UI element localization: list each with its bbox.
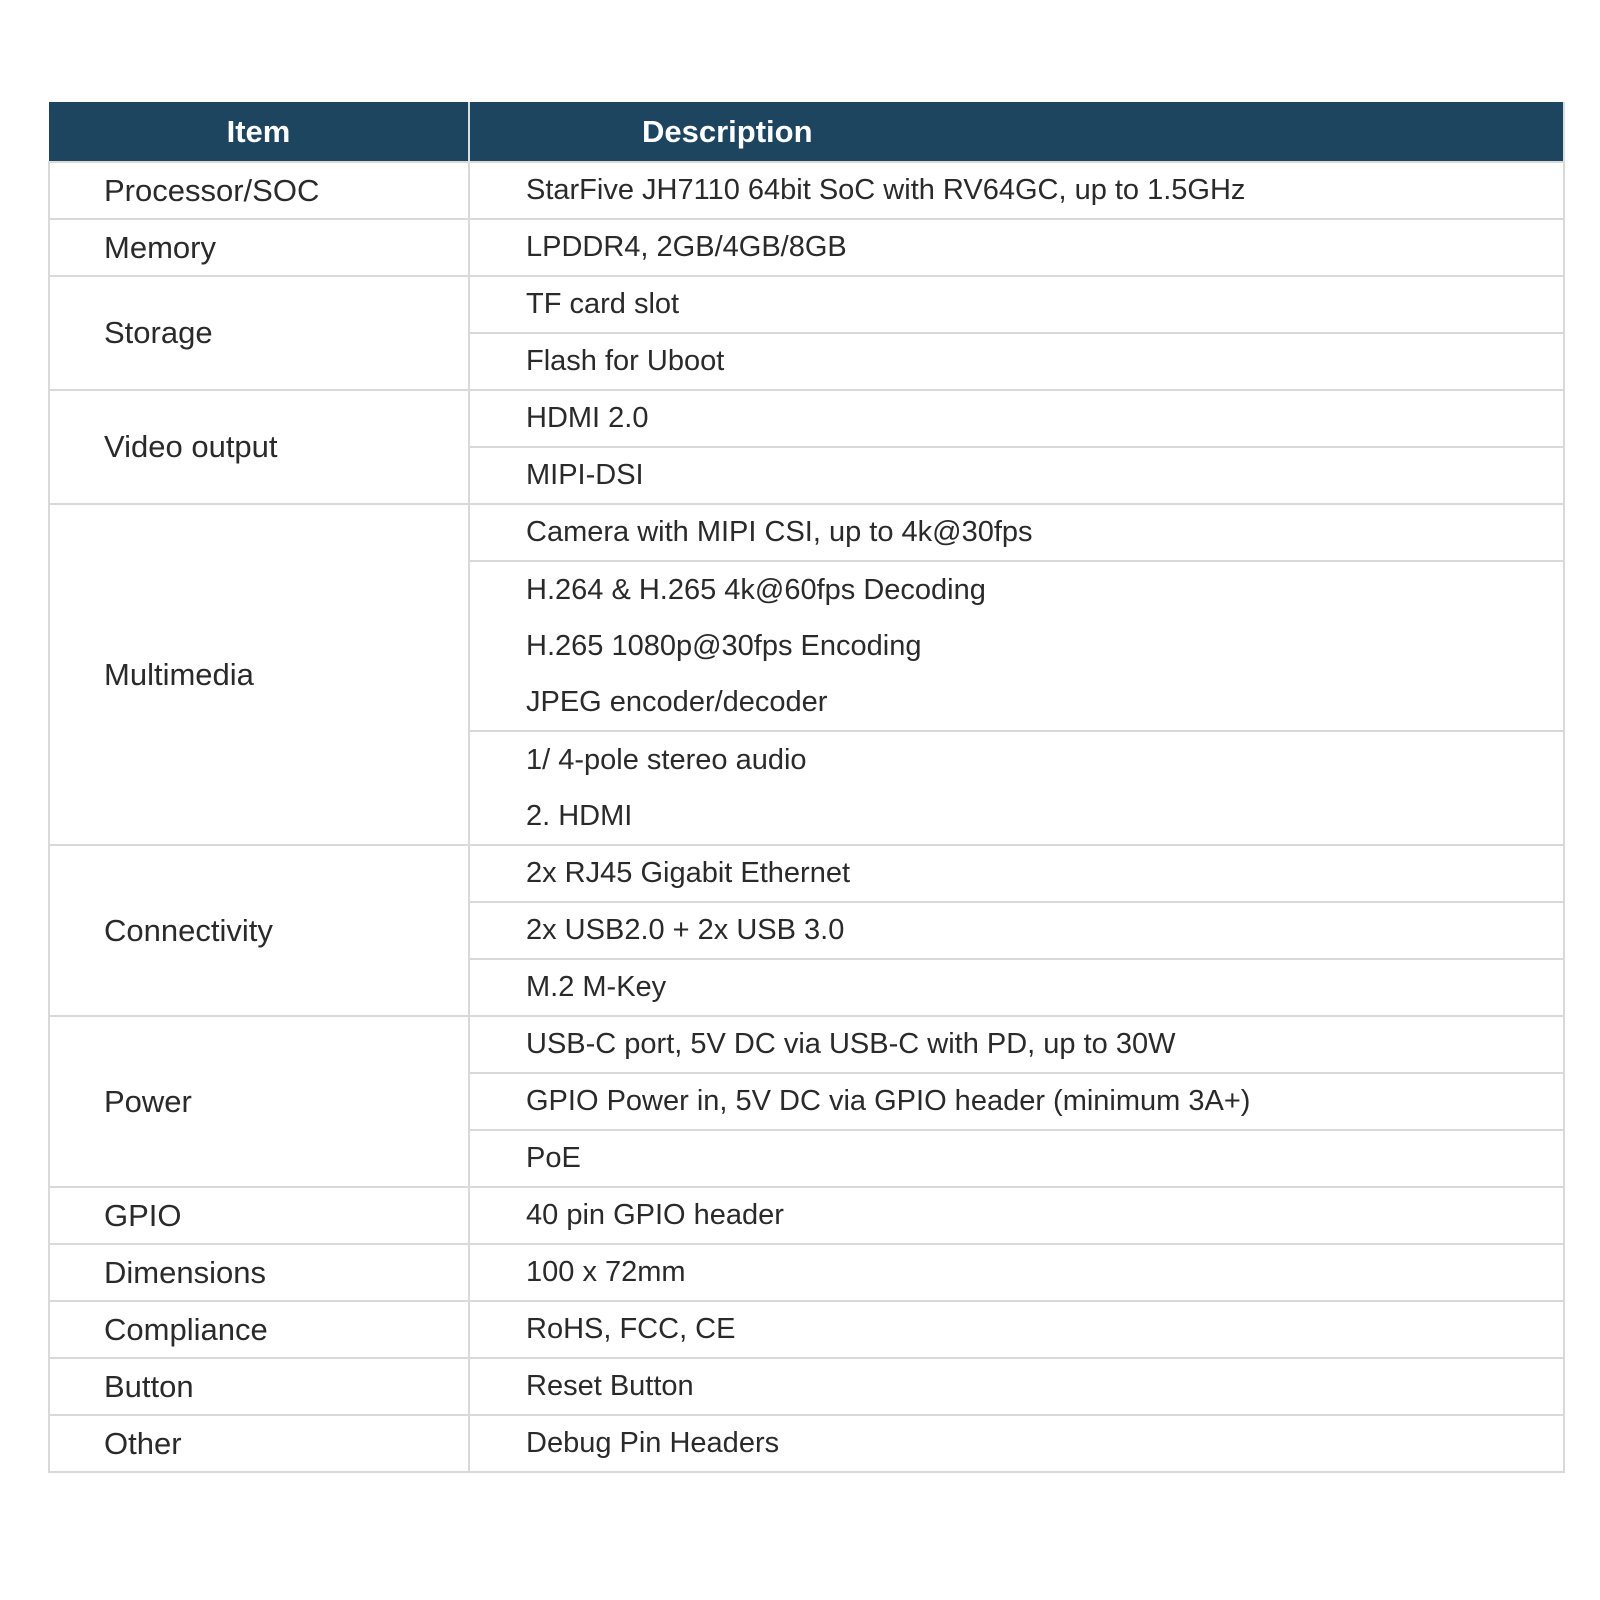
desc-multimedia-jpeg: JPEG encoder/decoder [526,686,828,718]
table-row [49,276,1564,333]
desc-video-hdmi: HDMI 2.0 [469,390,1564,447]
table-row [49,390,1564,447]
desc-other: Debug Pin Headers [469,1415,1564,1472]
table-row [49,1301,1564,1358]
desc-multimedia-encoding: H.265 1080p@30fps Encoding [526,630,922,662]
desc-multimedia-decoding: H.264 & H.265 4k@60fps Decoding [526,574,986,606]
item-power: Power [49,1016,469,1187]
desc-video-mipi: MIPI-DSI [469,447,1564,504]
desc-dimensions: 100 x 72mm [469,1244,1564,1301]
item-dimensions: Dimensions [49,1244,469,1301]
desc-connectivity-m2: M.2 M-Key [469,959,1564,1016]
spec-table [48,102,1565,1473]
desc-memory: LPDDR4, 2GB/4GB/8GB [469,219,1564,276]
table-row [49,1358,1564,1415]
item-storage: Storage [49,276,469,390]
desc-connectivity-usb: 2x USB2.0 + 2x USB 3.0 [469,902,1564,959]
desc-button: Reset Button [469,1358,1564,1415]
table-row [49,845,1564,902]
table-row [49,504,1564,561]
desc-gpio: 40 pin GPIO header [469,1187,1564,1244]
column-header-item: Item [49,102,469,162]
table-row [49,1016,1564,1073]
table-row [49,219,1564,276]
desc-compliance: RoHS, FCC, CE [469,1301,1564,1358]
desc-storage-tf: TF card slot [469,276,1564,333]
desc-power-gpio: GPIO Power in, 5V DC via GPIO header (minimum 3A+) [469,1073,1564,1130]
desc-multimedia-stereo: 1/ 4-pole stereo audio [526,744,807,776]
table-header-row [49,102,1564,162]
item-connectivity: Connectivity [49,845,469,1016]
desc-multimedia-camera: Camera with MIPI CSI, up to 4k@30fps [469,504,1564,561]
desc-multimedia-hdmi: 2. HDMI [526,800,633,832]
desc-multimedia-audio [469,731,1564,845]
item-multimedia: Multimedia [49,504,469,845]
item-video-output: Video output [49,390,469,504]
table-row [49,162,1564,219]
table-row [49,1244,1564,1301]
item-memory: Memory [49,219,469,276]
table-row [49,1187,1564,1244]
item-processor: Processor/SOC [49,162,469,219]
desc-storage-flash: Flash for Uboot [469,333,1564,390]
desc-processor: StarFive JH7110 64bit SoC with RV64GC, up to 1.5GHz [469,162,1564,219]
desc-power-usbc: USB-C port, 5V DC via USB-C with PD, up to 30W [469,1016,1564,1073]
table-row [49,1415,1564,1472]
desc-connectivity-ethernet: 2x RJ45 Gigabit Ethernet [469,845,1564,902]
desc-power-poe: PoE [469,1130,1564,1187]
item-gpio: GPIO [49,1187,469,1244]
desc-multimedia-codec [469,561,1564,731]
column-header-description: Description [469,102,1564,162]
item-other: Other [49,1415,469,1472]
item-button: Button [49,1358,469,1415]
item-compliance: Compliance [49,1301,469,1358]
